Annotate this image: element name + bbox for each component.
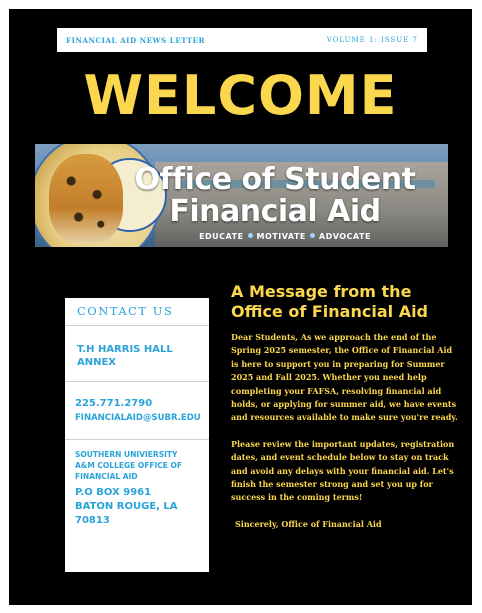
newsletter-page xyxy=(9,9,472,605)
contact-mailing-address xyxy=(65,486,209,528)
contact-box xyxy=(65,298,209,572)
banner-title xyxy=(125,164,425,228)
org-line1: SOUTHERN UNIVIERSITY xyxy=(75,450,178,459)
message-paragraph-1: Dear Students, As we approach the end of the Spring 2025 semester, the Office of Financial Aid is here to support you in preparing for Summer 2025 and Fall 2025. Whether you need help completing your FAFSA, resolving financial aid holds, or applying for summer aid, we have events and resources available to make sure you're ready. xyxy=(231,332,458,423)
bullet-icon xyxy=(248,233,253,238)
org-line3: FINANCIAL AID xyxy=(75,472,138,481)
contact-email[interactable]: FINANCIALAID@SUBR.EDU xyxy=(65,412,209,440)
building-line2: ANNEX xyxy=(77,357,117,368)
tagline-motivate: MOTIVATE xyxy=(256,232,306,241)
message-signature: Sincerely, Office of Financial Aid xyxy=(235,518,382,529)
banner-title-line1: Office of Student xyxy=(134,162,416,197)
newsletter-header-bar xyxy=(57,28,427,52)
bullet-icon xyxy=(310,233,315,238)
tagline-educate: EDUCATE xyxy=(199,232,244,241)
welcome-heading: WELCOME xyxy=(83,64,398,127)
city-state: BATON ROUGE, LA xyxy=(75,501,178,512)
issue-label: VOLUME 1: ISSUE 7 xyxy=(326,36,418,44)
zip-code: 70813 xyxy=(75,515,110,526)
message-title-line1: A Message from the xyxy=(231,282,412,301)
org-line2: A&M COLLEGE OFFICE OF xyxy=(75,461,183,470)
message-section xyxy=(231,282,461,544)
po-box: P.O BOX 9961 xyxy=(75,487,152,498)
newsletter-name: FINANCIAL AID NEWS LETTER xyxy=(66,35,205,45)
contact-building xyxy=(65,343,209,382)
banner-tagline xyxy=(185,232,385,241)
message-title xyxy=(231,282,461,322)
jaguar-mascot-icon xyxy=(49,154,123,244)
message-paragraph-2: Please review the important updates, registration dates, and event schedule below to stay on track and avoid any delays with your financial aid. Let's finish the semester strong and set you up for success in the coming terms! xyxy=(231,438,455,503)
tagline-advocate: ADVOCATE xyxy=(318,232,371,241)
contact-heading: CONTACT US xyxy=(65,304,209,326)
contact-phone[interactable]: 225.771.2790 xyxy=(75,398,153,409)
banner-title-line2: Financial Aid xyxy=(169,194,381,229)
building-line1: T.H HARRIS HALL xyxy=(77,344,173,355)
message-title-line2: Office of Financial Aid xyxy=(231,302,429,321)
office-banner xyxy=(35,144,448,247)
contact-organization xyxy=(65,449,209,482)
